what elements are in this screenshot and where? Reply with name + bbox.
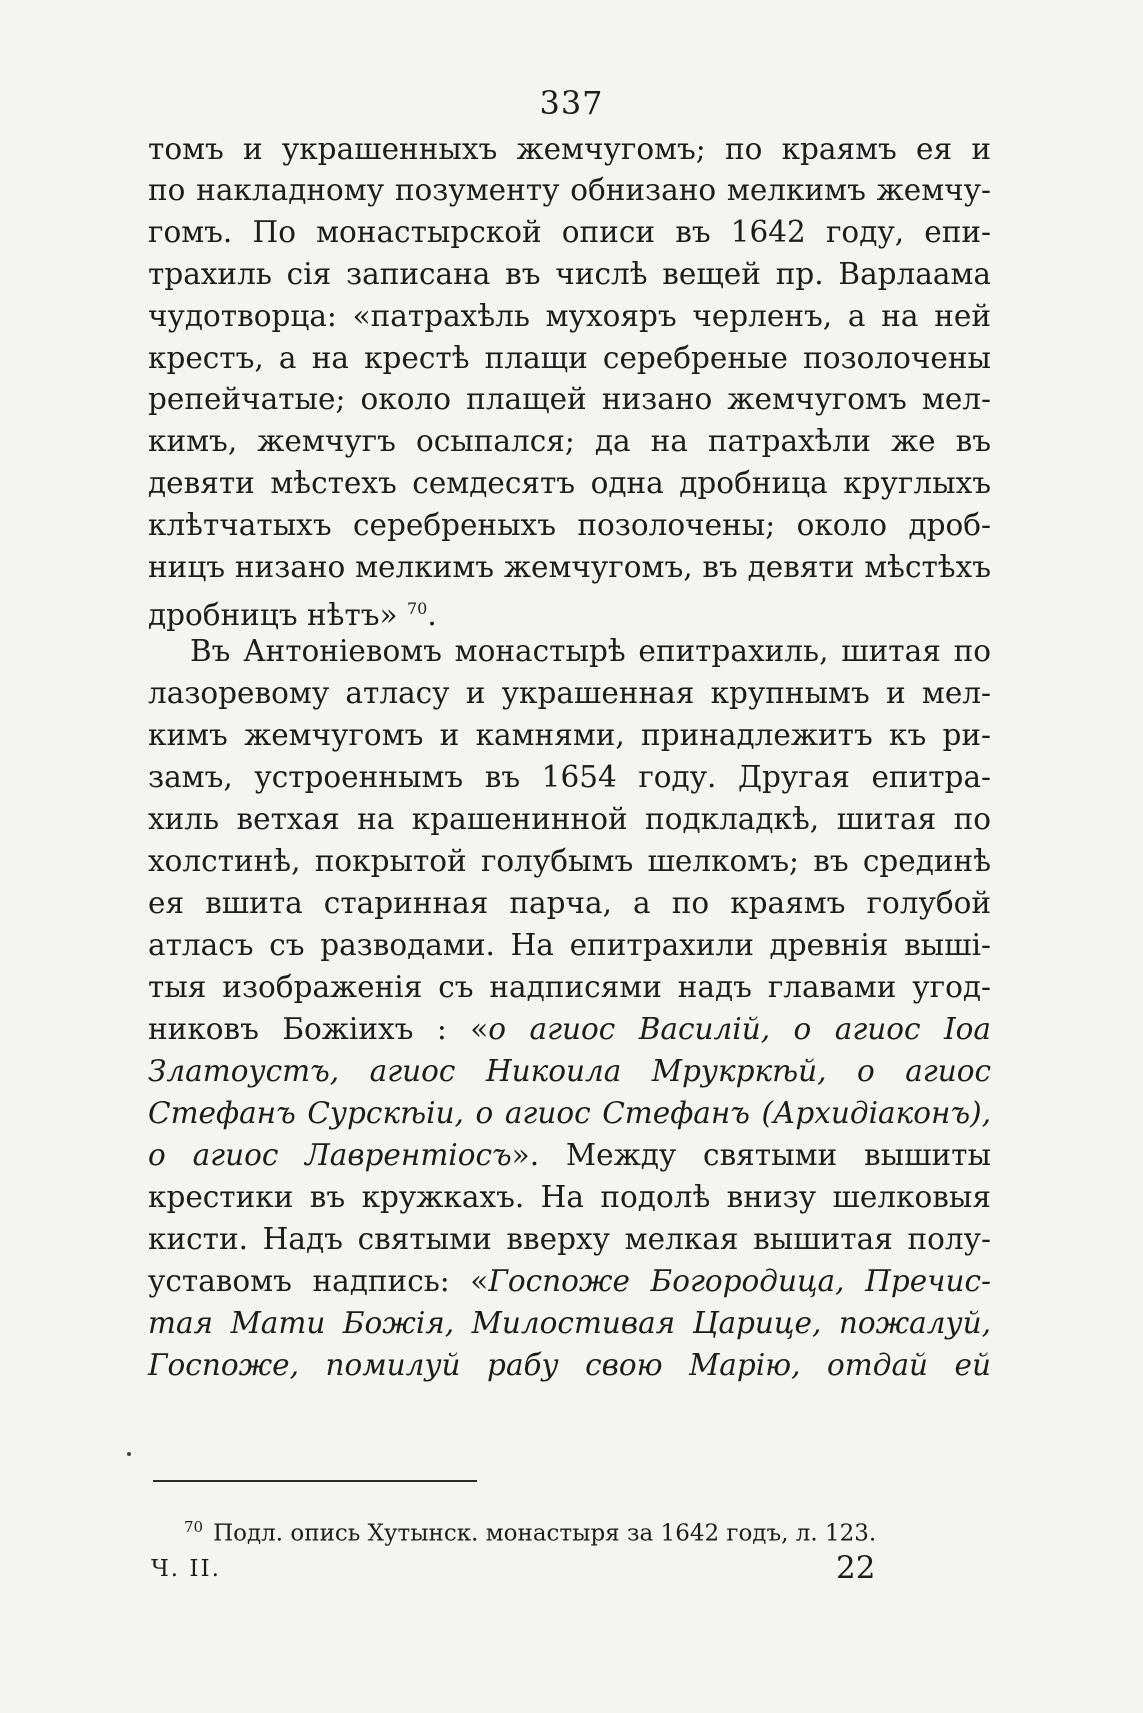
text-line: ея вшита старинная парча, а по краямъ голубой <box>148 886 991 920</box>
italic-inscription: Госпоже, помилуй рабу свою Марію, отдай ей <box>148 1348 991 1382</box>
text-line: атласъ съ разводами. На епитрахили древнія вышi- <box>148 928 991 962</box>
text-line: крестъ, а на крестѣ плащи серебреные позолочены <box>148 341 991 375</box>
text-line <box>148 1305 991 1343</box>
italic-inscription: Стефанъ Сурскѣіи, о агиос Стефанъ (Архидіаконъ), <box>148 1096 991 1130</box>
text-line: клѣтчатыхъ серебреныхъ позолочены; около дроб- <box>148 508 991 542</box>
text-line: девяти мѣстехъ семдесятъ одна дробница круглыхъ <box>148 466 991 500</box>
text-line: лазоревому атласу и украшенная крупнымъ и мел- <box>148 676 991 710</box>
italic-inscription: о агиос Василій, о агиос Іоа <box>488 1012 991 1046</box>
text-line <box>148 1347 991 1385</box>
italic-inscription: Златоустъ, агиос Никоила Мрукркѣй, о агиос <box>148 1054 991 1088</box>
text-line <box>148 1053 991 1091</box>
italic-inscription: о агиос Лаврентіосъ <box>148 1138 512 1172</box>
text-line <box>148 1095 991 1133</box>
italic-inscription: Госпоже Богородица, Пречис- <box>488 1264 991 1298</box>
text-line: томъ и украшенныхъ жемчугомъ; по краямъ ея и <box>148 132 991 166</box>
paragraph-start-line: Въ Антоніевомъ монастырѣ епитрахиль, шитая по <box>190 634 991 668</box>
text-line: уставомъ надпись: «Госпоже Богородица, Пречис- <box>148 1264 991 1298</box>
text-line: кимъ, жемчугъ осыпался; да на патрахѣли же въ <box>148 424 991 458</box>
footnote-number: 70 <box>184 1518 204 1536</box>
text-line: репейчатые; около плащей низано жемчугомъ мел- <box>148 382 991 416</box>
text-line: тыя изображенія съ надписями надъ главами угод- <box>148 970 991 1004</box>
text-line: ницъ низано мелкимъ жемчугомъ, въ девяти мѣстѣхъ <box>148 550 991 584</box>
text-line: хиль ветхая на крашенинной подкладкѣ, шитая по <box>148 802 991 836</box>
signature-mark: Ч. II. <box>151 1556 221 1582</box>
text-line: кисти. Надъ святыми вверху мелкая вышитая полу- <box>148 1222 991 1256</box>
page-number: 337 <box>539 84 604 122</box>
text-line: кимъ жемчугомъ и камнями, принадлежитъ къ ри- <box>148 718 991 752</box>
text-line: замъ, устроеннымъ въ 1654 году. Другая епитра- <box>148 760 991 794</box>
text-line: крестики въ кружкахъ. На подолѣ внизу шелковыя <box>148 1180 991 1214</box>
text-line: трахиль сія записана въ числѣ вещей пр. Варлаама <box>148 257 991 291</box>
text-line: по накладному позументу обнизано мелкимъ жемчу- <box>148 173 991 207</box>
text-line: чудотворца: «патрахѣль мухояръ черленъ, а на ней <box>148 299 991 333</box>
footnote-reference: 70 <box>407 599 428 618</box>
sheet-number: 22 <box>836 1550 876 1586</box>
text-line: никовъ Божіихъ : «о агиос Василій, о агиос Іоа <box>148 1012 991 1046</box>
text-line: о агиос Лаврентіосъ». Между святыми вышиты <box>148 1138 991 1172</box>
footnote-text: Подл. опись Хутынск. монастыря за 1642 годъ, л. 123. <box>213 1520 877 1547</box>
footnote <box>184 1512 984 1549</box>
text-line: дробницъ нѣтъ» $^{70}$. <box>148 597 437 632</box>
footnote-divider <box>153 1480 477 1482</box>
italic-inscription: тая Мати Божія, Милостивая Царице, пожалуй, <box>148 1306 991 1340</box>
text-line: гомъ. По монастырской описи въ 1642 году, епи- <box>148 215 991 249</box>
ink-speck <box>127 1452 131 1456</box>
text-line: холстинѣ, покрытой голубымъ шелкомъ; въ срединѣ <box>148 844 991 878</box>
